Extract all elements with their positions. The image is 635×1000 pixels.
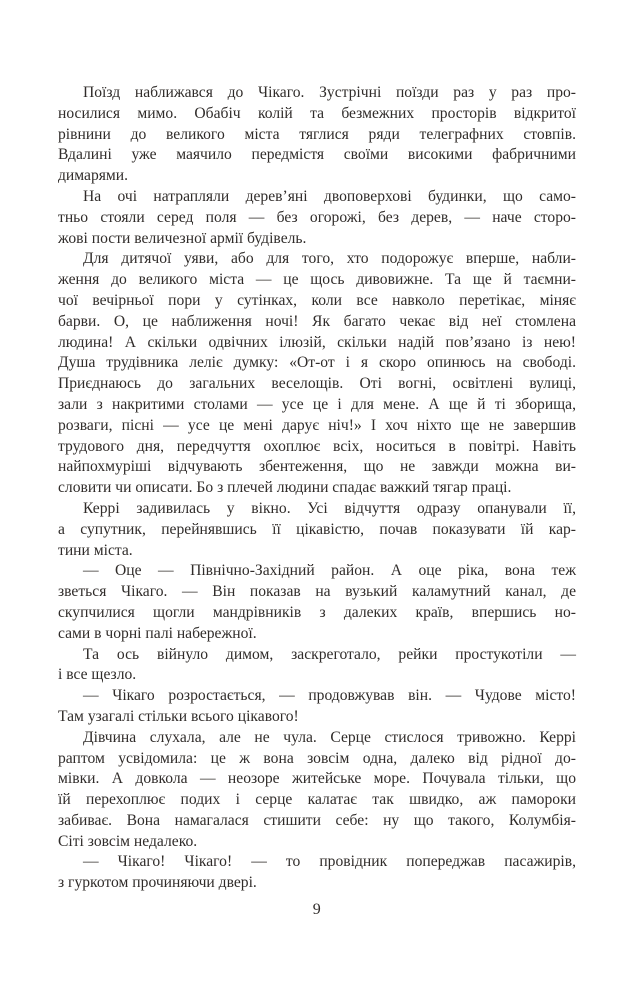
text-line: Для дитячої уяви, або для того, хто подорожує вперше, набли-: [83, 250, 576, 268]
paragraph: [58, 83, 576, 187]
text-line: зветься Чікаго. — Він показав на вузький каламутний канал, де: [58, 583, 576, 601]
text-line: На очі натрапляли дерев’яні двоповерхові будинки, що само-: [83, 187, 576, 205]
text-line: барви. О, це наближення ночі! Як багато чекає від неї стомлена: [58, 312, 576, 330]
paragraph: [58, 852, 576, 894]
paragraph: [58, 249, 576, 499]
text-line: з гуркотом прочиняючи двері.: [58, 874, 257, 892]
paragraph: [58, 645, 576, 687]
text-line: забиває. Вона намагалася стишити себе: ну що такого, Колумбія-: [58, 811, 576, 829]
text-line: і все щезло.: [58, 666, 137, 684]
text-line: — Чікаго розростається, — продовжував він. — Чудове місто!: [83, 687, 576, 705]
text-line: трудового дня, передчуття охоплює всіх, носиться в повітрі. Навіть: [58, 437, 576, 455]
text-line: скупчилися щогли мандрівників з далеких країв, впершись но-: [58, 603, 576, 621]
text-line: ження до великого міста — це щось дивовижне. Та ще й таємни-: [58, 271, 576, 289]
text-line: — Чікаго! Чікаго! — то провідник попереджав пасажирів,: [83, 853, 576, 871]
text-line: сами в чорні палі набережної.: [58, 624, 257, 642]
paragraph: [58, 728, 576, 853]
text-line: розваги, пісні — усе це мені дарує ніч!» І хоч ніхто ще не завершив: [58, 416, 576, 434]
page-number: 9: [312, 901, 322, 919]
paragraph: [58, 561, 576, 644]
text-line: найпохмуріші відчувають збентеження, що не завжди можна ви-: [58, 458, 576, 476]
text-line: Керрі задивилась у вікно. Усі відчуття одразу опанували її,: [83, 499, 576, 517]
text-line: тньо стояли серед поля — без огорожі, без дерев, — наче сторо-: [58, 208, 576, 226]
text-line: Душа трудівника леліє думку: «От-от і я скоро опинюсь на свободі.: [58, 354, 576, 372]
page-text: [58, 83, 576, 894]
text-line: жові пости величезної армії будівель.: [58, 229, 307, 247]
text-line: чої вечірньої пори у сутінках, коли все навколо перетікає, міняє: [58, 291, 576, 309]
text-line: — Оце — Північно-Західний район. А оце ріка, вона теж: [83, 562, 576, 580]
text-line: носилися мимо. Обабіч колій та безмежних просторів відкритої: [58, 104, 576, 122]
text-line: Дівчина слухала, але не чула. Серце стислося тривожно. Керрі: [83, 728, 576, 746]
text-line: Сіті зовсім недалеко.: [58, 832, 198, 850]
text-line: рівнини до великого міста тяглися ряди телеграфних стовпів.: [58, 125, 576, 143]
text-line: зали з накритими столами — усе це і для мене. А ще й ті зборища,: [58, 395, 576, 413]
text-line: їй перехоплює подих і серце калатає так швидко, аж памороки: [58, 791, 576, 809]
paragraph: [58, 499, 576, 561]
text-line: людина! А скільки одвічних ілюзій, скільки надій пов’язано із нею!: [58, 333, 576, 351]
text-line: мівки. А довкола — неозоре житейське море. Почувала тільки, що: [58, 770, 576, 788]
text-line: раптом усвідомила: це ж вона зовсім одна, далеко від рідної до-: [58, 749, 576, 767]
text-line: а супутник, перейнявшись її цікавістю, почав показувати їй кар-: [58, 520, 576, 538]
text-line: Та ось війнуло димом, заскреготало, рейки простукотіли —: [83, 645, 576, 663]
paragraph: [58, 187, 576, 249]
text-line: Вдалині уже маячило передмістя своїми високими фабричними: [58, 146, 576, 164]
paragraph: [58, 686, 576, 728]
text-line: Поїзд наближався до Чікаго. Зустрічні поїзди раз у раз про-: [83, 84, 576, 101]
text-line: Там узагалі стільки всього цікавого!: [58, 707, 299, 725]
text-line: словити чи описати. Бо з плечей людини спадає важкий тягар праці.: [58, 479, 512, 497]
text-line: димарями.: [58, 167, 129, 185]
text-line: Приєднаюсь до загальних веселощів. Оті вогні, освітлені вулиці,: [58, 375, 576, 393]
text-line: тини міста.: [58, 541, 133, 559]
